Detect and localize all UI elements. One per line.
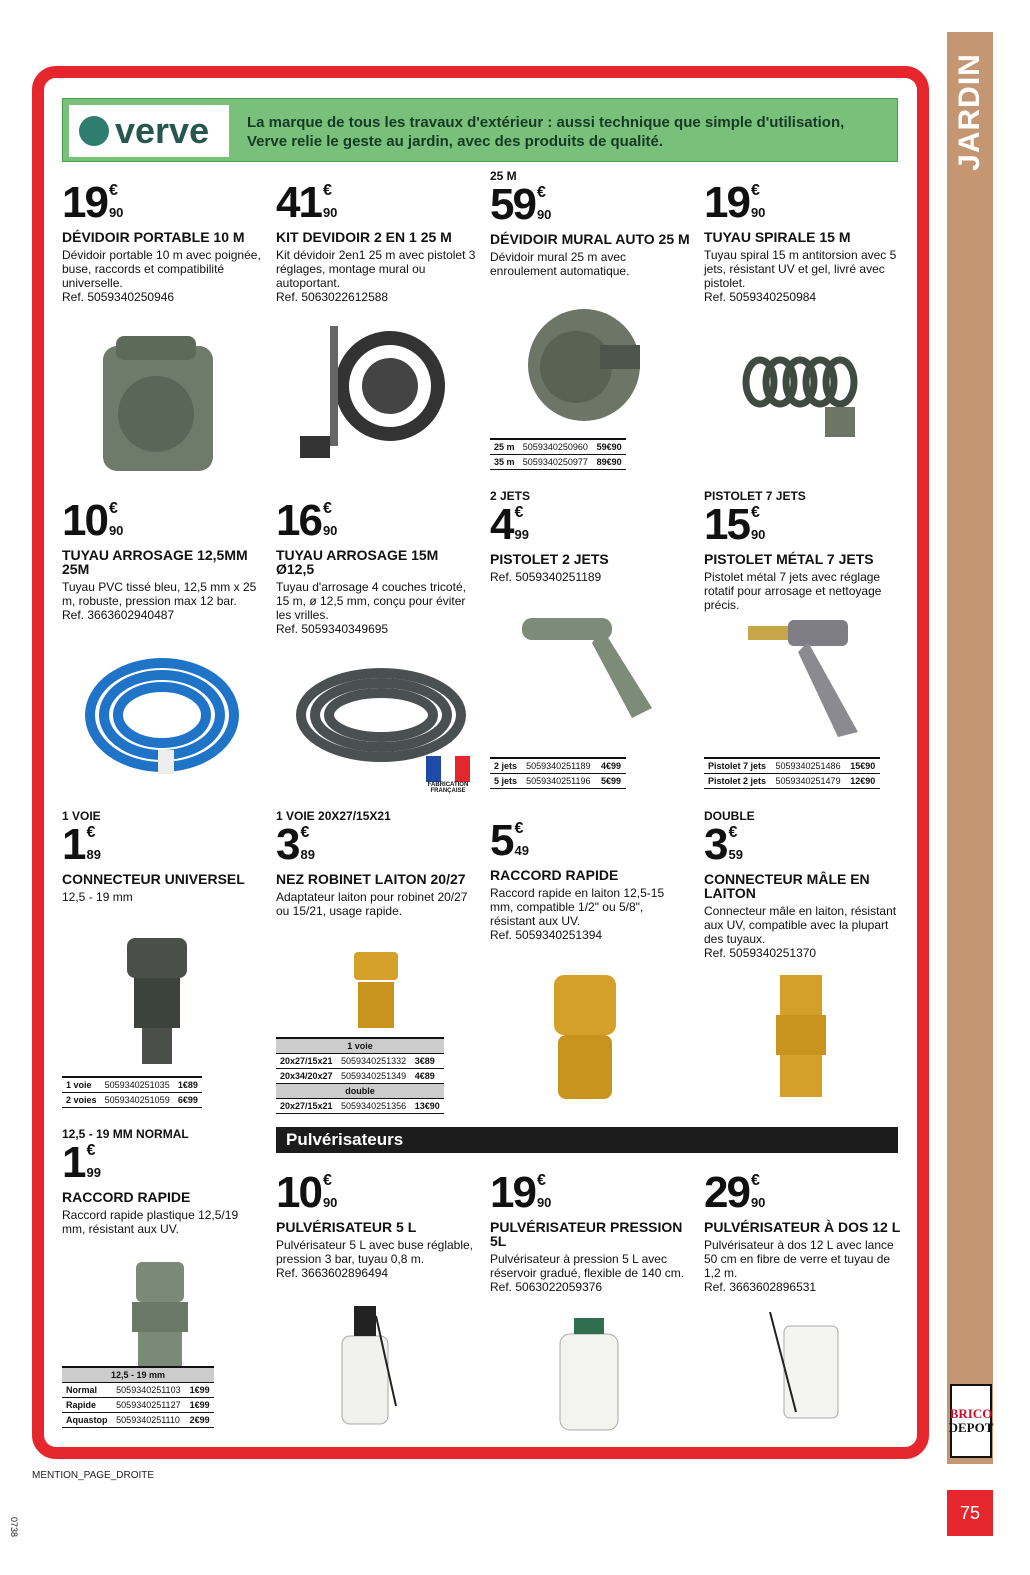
product-description: Kit dévidoir 2en1 25 m avec pistolet 3 réglages, montage mural ou autoportant. bbox=[276, 248, 476, 290]
product-ref: Ref. 5059340349695 bbox=[276, 622, 389, 636]
sprayer-5l-image bbox=[330, 1286, 400, 1426]
pistolet2-variants-table bbox=[490, 757, 626, 789]
product-size: DOUBLE bbox=[704, 809, 755, 823]
reel-cart-image bbox=[300, 316, 450, 476]
product-price bbox=[62, 496, 262, 545]
price-decimals: 90 bbox=[750, 1195, 766, 1210]
product-card bbox=[704, 810, 904, 960]
price-currency: € bbox=[750, 182, 760, 199]
price-decimals: 99 bbox=[514, 527, 529, 542]
price-decimals: 90 bbox=[536, 207, 552, 222]
product-ref: Ref. 5059340251370 bbox=[704, 946, 817, 960]
section-title: Pulvérisateurs bbox=[276, 1127, 898, 1153]
price-decimals: 90 bbox=[750, 205, 766, 220]
product-title: RACCORD RAPIDE bbox=[490, 867, 619, 883]
price-decimals: 90 bbox=[108, 523, 124, 538]
product-card bbox=[490, 818, 690, 942]
product-ref: Ref. 5059340251394 bbox=[490, 928, 603, 942]
price-integer: 19 bbox=[704, 178, 749, 227]
product-ref: Ref. 5063022059376 bbox=[490, 1280, 603, 1294]
product-description: Dévidoir portable 10 m avec poignée, buse, raccords et compatibilité universelle. bbox=[62, 248, 261, 290]
price-currency: € bbox=[300, 824, 310, 841]
price-integer: 41 bbox=[276, 178, 321, 227]
banner-text: La marque de tous les travaux d'extérieur : aussi technique que simple d'utilisation, Verve relie le geste au jardin, avec des produits de qualité. bbox=[247, 114, 845, 150]
product-description: Tuyau d'arrosage 4 couches tricoté, 15 m, ø 12,5 mm, conçu pour éviter les vrilles. bbox=[276, 580, 466, 622]
product-price bbox=[62, 820, 262, 869]
price-decimals: 90 bbox=[108, 205, 124, 220]
price-integer: 5 bbox=[490, 816, 513, 865]
price-decimals: 90 bbox=[322, 205, 338, 220]
product-price bbox=[490, 1168, 690, 1217]
price-currency: € bbox=[86, 1142, 96, 1159]
product-description: Tuyau spiral 15 m antitorsion avec 5 jets, résistant UV et gel, livré avec pistolet. bbox=[704, 248, 897, 290]
price-integer: 10 bbox=[62, 496, 107, 545]
price-integer: 10 bbox=[276, 1168, 321, 1217]
variant-row: Pistolet 2 jets 5059340251479 12€90 bbox=[704, 774, 880, 789]
product-price bbox=[704, 178, 904, 227]
price-currency: € bbox=[514, 504, 524, 521]
price-integer: 59 bbox=[490, 180, 535, 229]
price-currency: € bbox=[728, 824, 738, 841]
pistol-7-jets-image bbox=[748, 612, 868, 742]
product-price bbox=[490, 180, 690, 229]
brass-tap-nose-image bbox=[346, 952, 406, 1032]
price-currency: € bbox=[322, 500, 332, 517]
price-currency: € bbox=[322, 182, 332, 199]
product-price bbox=[62, 178, 262, 227]
variant-header: 1 voie bbox=[276, 1038, 444, 1054]
product-card bbox=[62, 498, 262, 622]
price-decimals: 90 bbox=[322, 1195, 338, 1210]
footer-code: 0738 bbox=[9, 1516, 20, 1538]
variant-row: 5 jets 5059340251196 5€99 bbox=[490, 774, 626, 789]
product-card bbox=[62, 180, 262, 304]
pistolet7-variants-table bbox=[704, 757, 880, 789]
leaf-icon bbox=[79, 116, 109, 146]
product-ref: Ref. 3663602940487 bbox=[62, 608, 175, 622]
variant-row: 1 voie 5059340251035 1€89 bbox=[62, 1077, 202, 1093]
raccord-variants-table bbox=[62, 1366, 214, 1428]
product-card bbox=[276, 180, 476, 304]
product-title: DÉVIDOIR PORTABLE 10 M bbox=[62, 229, 245, 245]
price-integer: 29 bbox=[704, 1168, 749, 1217]
price-integer: 19 bbox=[490, 1168, 535, 1217]
product-title: CONNECTEUR UNIVERSEL bbox=[62, 871, 245, 887]
variant-row: Normal 5059340251103 1€99 bbox=[62, 1383, 214, 1398]
brass-quick-connector-image bbox=[548, 975, 622, 1103]
product-card bbox=[704, 1170, 904, 1294]
category-label: JARDIN bbox=[953, 53, 986, 171]
product-title: RACCORD RAPIDE bbox=[62, 1189, 191, 1205]
product-ref: Ref. 3663602896494 bbox=[276, 1266, 389, 1280]
product-description: 12,5 - 19 mm bbox=[62, 890, 133, 904]
price-decimals: 89 bbox=[86, 847, 101, 862]
grey-hose-image bbox=[296, 665, 466, 765]
product-price bbox=[276, 496, 476, 545]
product-title: DÉVIDOIR MURAL AUTO 25 M bbox=[490, 231, 690, 247]
product-title: PULVÉRISATEUR À DOS 12 L bbox=[704, 1219, 901, 1235]
verve-logo: verve bbox=[69, 105, 229, 157]
product-card bbox=[490, 490, 690, 584]
devidoir-variants-table bbox=[490, 438, 626, 470]
product-card bbox=[490, 170, 690, 278]
male-connector-image bbox=[776, 975, 826, 1100]
product-size: 2 JETS bbox=[490, 489, 531, 503]
variant-row: 35 m 5059340250977 89€90 bbox=[490, 455, 626, 470]
price-integer: 1 bbox=[62, 1138, 85, 1187]
price-currency: € bbox=[108, 182, 118, 199]
product-title: PULVÉRISATEUR 5 L bbox=[276, 1219, 417, 1235]
variant-header: 12,5 - 19 mm bbox=[62, 1367, 214, 1383]
spiral-hose-image bbox=[735, 352, 865, 442]
product-price bbox=[276, 178, 476, 227]
product-description: Pulvérisateur à dos 12 L avec lance 50 cm en fibre de verre et tuyau de 1,2 m. bbox=[704, 1238, 894, 1280]
price-integer: 16 bbox=[276, 496, 321, 545]
product-title: PULVÉRISATEUR PRESSION 5L bbox=[490, 1219, 683, 1249]
product-card bbox=[490, 1170, 690, 1294]
backpack-sprayer-image bbox=[766, 1312, 846, 1422]
wall-reel-image bbox=[524, 305, 644, 425]
price-currency: € bbox=[750, 504, 760, 521]
product-card bbox=[276, 498, 476, 636]
product-size: 12,5 - 19 MM NORMAL bbox=[62, 1127, 189, 1141]
product-description: Pulvérisateur 5 L avec buse réglable, pression 3 bar, tuyau 0,8 m. bbox=[276, 1238, 474, 1266]
price-integer: 4 bbox=[490, 500, 513, 549]
product-description: Pulvérisateur à pression 5 L avec réservoir gradué, flexible de 140 cm. bbox=[490, 1252, 685, 1280]
product-description: Raccord rapide en laiton 12,5-15 mm, compatible 1/2" ou 5/8", résistant aux UV. bbox=[490, 886, 665, 928]
variant-row: Rapide 5059340251127 1€99 bbox=[62, 1398, 214, 1413]
price-currency: € bbox=[514, 820, 524, 837]
portable-reel-image bbox=[98, 336, 218, 476]
product-title: CONNECTEUR MÂLE EN LAITON bbox=[704, 871, 870, 901]
product-card bbox=[276, 1170, 476, 1280]
price-decimals: 49 bbox=[514, 843, 529, 858]
product-title: KIT DEVIDOIR 2 EN 1 25 M bbox=[276, 229, 452, 245]
product-card bbox=[704, 490, 904, 612]
nez-variants-table bbox=[276, 1037, 444, 1114]
price-decimals: 90 bbox=[750, 527, 766, 542]
price-integer: 15 bbox=[704, 500, 749, 549]
product-card bbox=[62, 1128, 262, 1236]
product-title: NEZ ROBINET LAITON 20/27 bbox=[276, 871, 466, 887]
blue-hose-image bbox=[82, 650, 242, 780]
price-integer: 19 bbox=[62, 178, 107, 227]
product-title: PISTOLET MÉTAL 7 JETS bbox=[704, 551, 874, 567]
product-title: TUYAU SPIRALE 15 M bbox=[704, 229, 851, 245]
variant-row: 20x34/20x27 5059340251349 4€89 bbox=[276, 1069, 444, 1084]
variant-row: Aquastop 5059340251110 2€99 bbox=[62, 1413, 214, 1428]
product-title: PISTOLET 2 JETS bbox=[490, 551, 609, 567]
product-title: TUYAU ARROSAGE 15M Ø12,5 bbox=[276, 547, 439, 577]
product-title: TUYAU ARROSAGE 12,5MM 25M bbox=[62, 547, 248, 577]
product-price bbox=[704, 820, 904, 869]
price-currency: € bbox=[322, 1172, 332, 1189]
product-size: 25 M bbox=[490, 169, 517, 183]
variant-row: 25 m 5059340250960 59€90 bbox=[490, 439, 626, 455]
product-price bbox=[276, 1168, 476, 1217]
product-ref: Ref. 5063022612588 bbox=[276, 290, 389, 304]
price-integer: 3 bbox=[276, 820, 299, 869]
price-currency: € bbox=[86, 824, 96, 841]
pistol-2-jets-image bbox=[522, 608, 662, 728]
product-description: Dévidoir mural 25 m avec enroulement automatique. bbox=[490, 250, 630, 278]
price-decimals: 90 bbox=[536, 1195, 552, 1210]
variant-row: 20x27/15x21 5059340251356 13€90 bbox=[276, 1099, 444, 1114]
product-size: PISTOLET 7 JETS bbox=[704, 489, 806, 503]
price-currency: € bbox=[108, 500, 118, 517]
pressure-sprayer-5l-image bbox=[554, 1298, 624, 1432]
product-description: Tuyau PVC tissé bleu, 12,5 mm x 25 m, robuste, pression max 12 bar. bbox=[62, 580, 257, 608]
verve-banner bbox=[62, 98, 898, 162]
product-card bbox=[62, 810, 262, 904]
price-integer: 3 bbox=[704, 820, 727, 869]
product-price bbox=[490, 500, 690, 549]
footer-mention: MENTION_PAGE_DROITE bbox=[32, 1470, 155, 1481]
variant-header: double bbox=[276, 1084, 444, 1099]
product-card bbox=[704, 180, 904, 304]
page-number: 75 bbox=[947, 1490, 993, 1536]
price-decimals: 89 bbox=[300, 847, 315, 862]
category-sidebar bbox=[947, 32, 993, 1464]
price-decimals: 99 bbox=[86, 1165, 101, 1180]
product-ref: Ref. 5059340251189 bbox=[490, 570, 602, 584]
price-currency: € bbox=[750, 1172, 760, 1189]
variant-row: 20x27/15x21 5059340251332 3€89 bbox=[276, 1054, 444, 1069]
variant-row: 2 voies 5059340251059 6€99 bbox=[62, 1093, 202, 1108]
product-size: 1 VOIE 20X27/15X21 bbox=[276, 809, 391, 823]
product-price bbox=[704, 1168, 904, 1217]
product-description: Adaptateur laiton pour robinet 20/27 ou 15/21, usage rapide. bbox=[276, 890, 468, 918]
product-price bbox=[276, 820, 476, 869]
product-ref: Ref. 3663602896531 bbox=[704, 1280, 817, 1294]
price-integer: 1 bbox=[62, 820, 85, 869]
product-price bbox=[704, 500, 904, 549]
product-description: Connecteur mâle en laiton, résistant aux UV, compatible avec la plupart des tuyaux. bbox=[704, 904, 897, 946]
price-currency: € bbox=[536, 184, 546, 201]
variant-row: 2 jets 5059340251189 4€99 bbox=[490, 758, 626, 774]
product-description: Raccord rapide plastique 12,5/19 mm, résistant aux UV. bbox=[62, 1208, 239, 1236]
product-size: 1 VOIE bbox=[62, 809, 101, 823]
product-price bbox=[490, 816, 690, 865]
product-ref: Ref. 5059340250946 bbox=[62, 290, 175, 304]
price-decimals: 90 bbox=[322, 523, 338, 538]
universal-connector-image bbox=[122, 938, 192, 1068]
price-decimals: 59 bbox=[728, 847, 743, 862]
plastic-quick-connector-image bbox=[132, 1262, 188, 1372]
product-ref: Ref. 5059340250984 bbox=[704, 290, 817, 304]
product-description: Pistolet métal 7 jets avec réglage rotatif pour arrosage et nettoyage précis. bbox=[704, 570, 882, 612]
made-in-france-badge: FABRICATION FRANÇAISE bbox=[426, 756, 470, 794]
price-currency: € bbox=[536, 1172, 546, 1189]
product-card bbox=[276, 810, 476, 918]
variant-row: Pistolet 7 jets 5059340251486 15€90 bbox=[704, 758, 880, 774]
connecteur-variants-table bbox=[62, 1076, 202, 1108]
brico-depot-logo: BRICO DEPOT bbox=[950, 1384, 992, 1458]
product-price bbox=[62, 1138, 262, 1187]
